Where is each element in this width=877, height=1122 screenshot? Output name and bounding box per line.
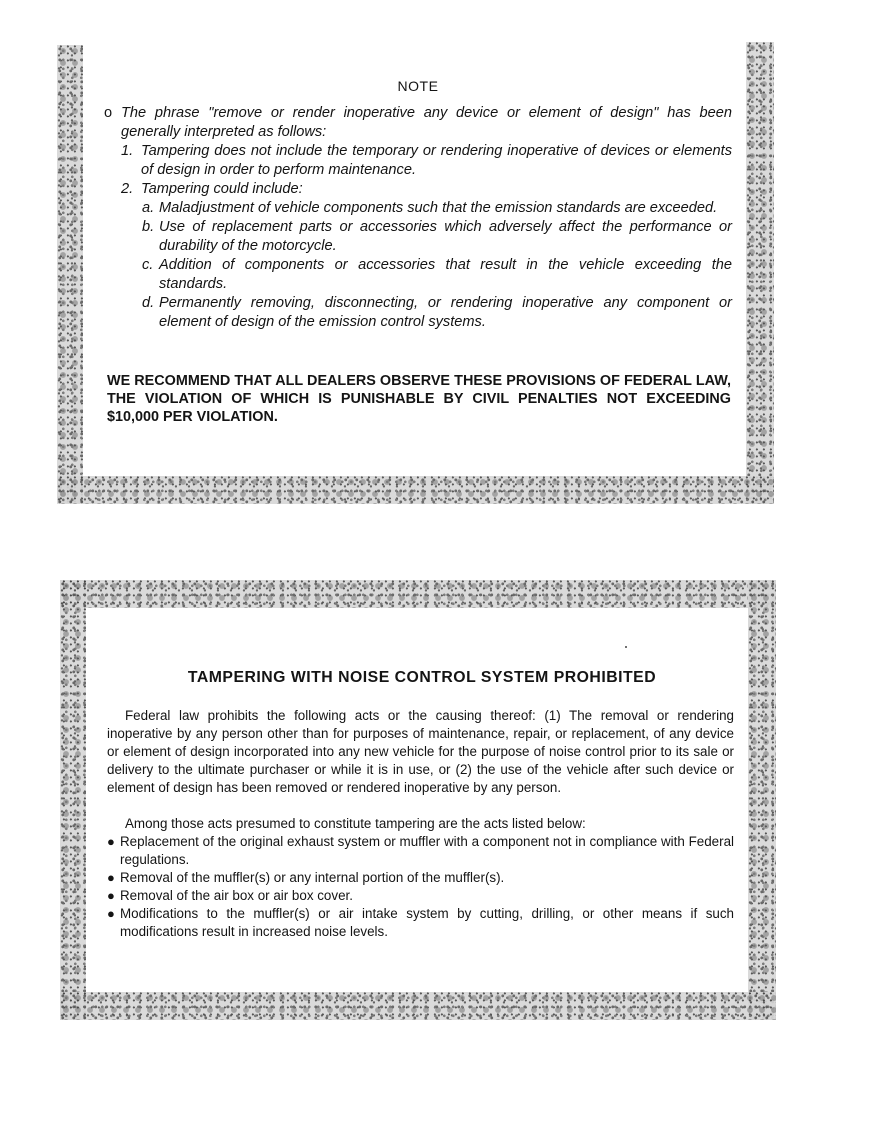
note-intro: o The phrase "remove or render inoperative any device or element of design" has been generally interpreted as follows:: [104, 105, 732, 140]
note-subitem-d: d. Permanently removing, disconnecting, or rendering inoperative any component or element of design of the emission control systems.: [142, 295, 732, 330]
noise-section-title: TAMPERING WITH NOISE CONTROL SYSTEM PROHIBITED: [187, 669, 657, 686]
bullet-dot-icon: ●: [107, 834, 115, 849]
circle-bullet-icon: o: [104, 105, 113, 121]
noise-paragraph-2: Among those acts presumed to constitute tampering are the acts listed below:: [125, 816, 586, 831]
list-item: ● Removal of the air box or air box cover.: [107, 888, 353, 903]
floral-border-left: [57, 45, 83, 503]
floral-border-bottom: [60, 992, 776, 1020]
noise-paragraph-1: Federal law prohibits the following acts or the causing thereof: (1) The removal or rendering inoperative by any person other than for purposes of maintenance, repair, or replacement, of any device or element of design incorporated into any new vehicle for the purpose of noise control prior to its sale or delivery to the ultimate purchaser or while it is in use, or (2) the use of the vehicle after such device or element of design has been removed or rendered inoperative by any person.: [107, 708, 734, 795]
note-title: NOTE: [397, 78, 439, 94]
floral-border-top: [60, 580, 776, 608]
note-subitem-b: b. Use of replacement parts or accessories which adversely affect the performance or durability of the motorcycle.: [142, 219, 732, 254]
list-item: ● Modifications to the muffler(s) or air intake system by cutting, drilling, or other means if such modifications result in increased noise levels.: [107, 906, 734, 939]
bullet-dot-icon: ●: [107, 870, 115, 885]
note-subitem-c: c. Addition of components or accessories that result in the vehicle exceeding the standards.: [142, 257, 732, 292]
floral-border-left: [60, 580, 86, 1020]
print-speck: [625, 646, 627, 648]
federal-law-warning: WE RECOMMEND THAT ALL DEALERS OBSERVE THESE PROVISIONS OF FEDERAL LAW, THE VIOLATION OF WHICH IS PUNISHABLE BY CIVIL PENALTIES NOT EXCEEDING $10,000 PER VIOLATION.: [107, 373, 731, 425]
note-subitem-a: a. Maladjustment of vehicle components such that the emission standards are exceeded.: [142, 200, 718, 216]
bullet-dot-icon: ●: [107, 906, 115, 921]
list-item: ● Removal of the muffler(s) or any internal portion of the muffler(s).: [107, 870, 505, 885]
floral-border-right: [746, 42, 774, 504]
note-item-2: 2. Tampering could include:: [121, 181, 303, 197]
floral-border-bottom: [57, 476, 774, 504]
bullet-dot-icon: ●: [107, 888, 115, 903]
list-item: ● Replacement of the original exhaust system or muffler with a component not in compliance with Federal regulations.: [107, 834, 734, 867]
noise-section-body: [107, 707, 734, 941]
note-body: [104, 104, 732, 332]
floral-border-right: [748, 580, 776, 1020]
note-item-1: 1. Tampering does not include the temporary or rendering inoperative of devices or elements of design in order to perform maintenance.: [121, 143, 732, 178]
